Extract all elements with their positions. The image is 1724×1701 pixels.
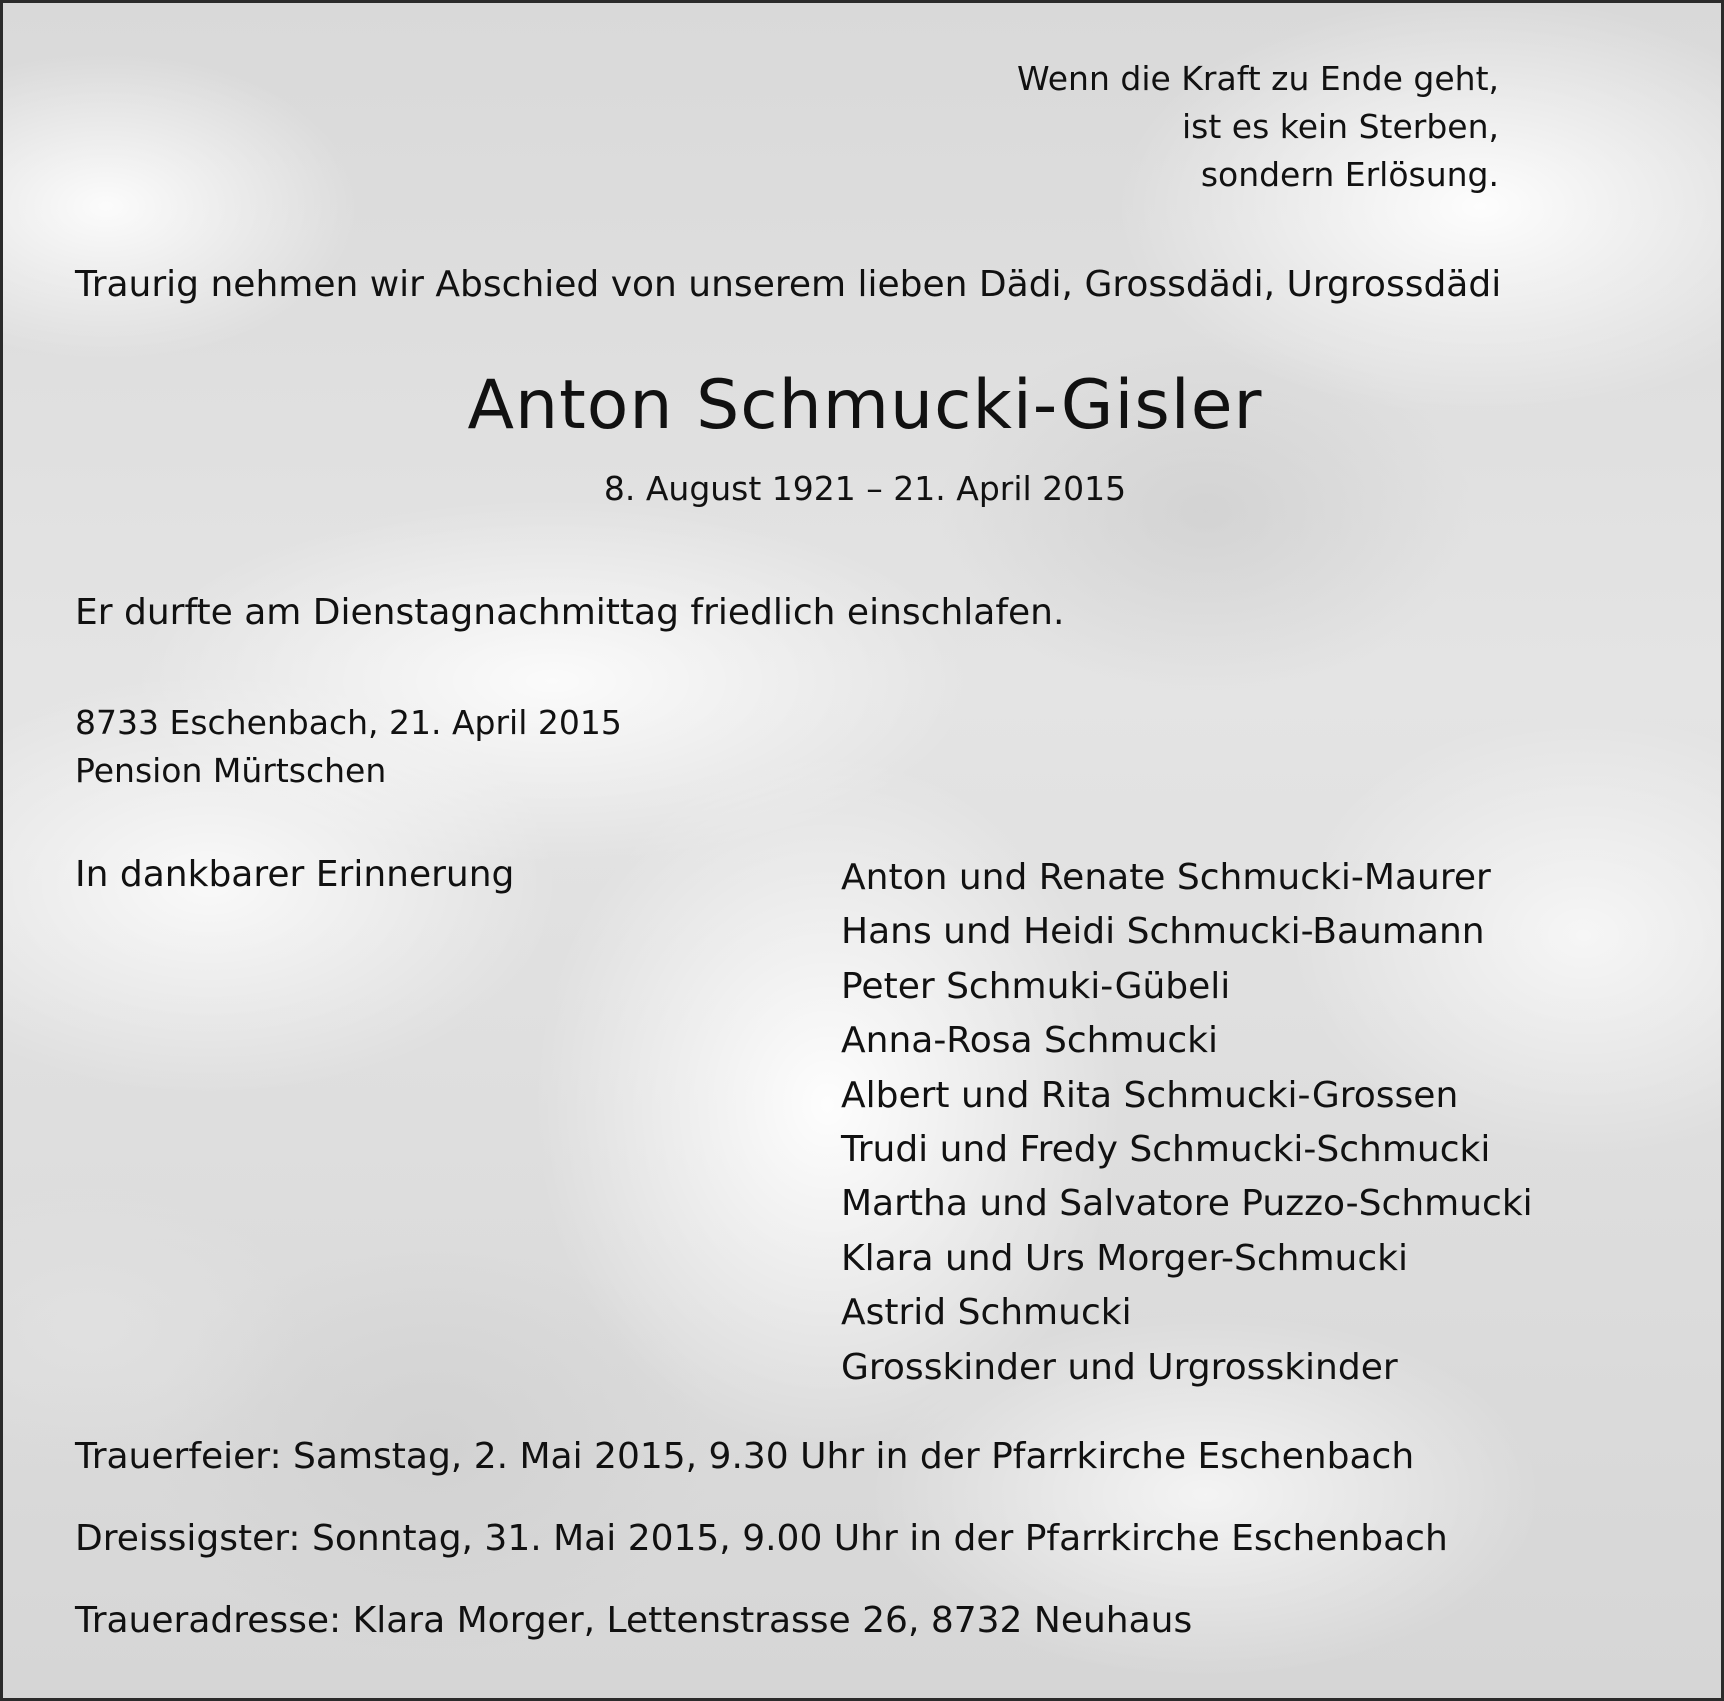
mourner-name: Anton und Renate Schmucki-Maurer bbox=[841, 857, 1491, 898]
mourner-name: Anna-Rosa Schmucki bbox=[841, 1020, 1218, 1062]
deceased-name: Anton Schmucki-Gisler bbox=[467, 366, 1263, 445]
place-date: 8733 Eschenbach, 21. April 2015 bbox=[75, 703, 622, 742]
mourner-name: Peter Schmuki-Gübeli bbox=[841, 965, 1231, 1007]
life-dates: 8. August 1921 – 21. April 2015 bbox=[603, 469, 1127, 508]
mourner-name: Klara und Urs Morger-Schmucki bbox=[841, 1237, 1408, 1279]
motto-line: Wenn die Kraft zu Ende geht, bbox=[1017, 59, 1499, 98]
mourner-name: Martha und Salvatore Puzzo-Schmucki bbox=[841, 1183, 1533, 1225]
mourner-name: Albert und Rita Schmucki-Grossen bbox=[841, 1074, 1459, 1116]
mourner-name: Astrid Schmucki bbox=[841, 1292, 1132, 1334]
thirtieth-service: Dreissigster: Sonntag, 31. Mai 2015, 9.00 Uhr in der Pfarrkirche Eschenbach bbox=[75, 1518, 1448, 1559]
mourner-name: Grosskinder und Urgrosskinder bbox=[841, 1346, 1398, 1388]
passing-text: Er durfte am Dienstagnachmittag friedlich einschlafen. bbox=[75, 592, 1065, 633]
residence: Pension Mürtschen bbox=[75, 751, 387, 790]
motto-line: ist es kein Sterben, bbox=[1182, 107, 1499, 146]
mourner-name: Trudi und Fredy Schmucki-Schmucki bbox=[841, 1129, 1491, 1171]
motto-line: sondern Erlösung. bbox=[1200, 155, 1499, 194]
mourner-list bbox=[841, 851, 1533, 1395]
mourner-name: Hans und Heidi Schmucki-Baumann bbox=[841, 911, 1485, 953]
intro-text: Traurig nehmen wir Abschied von unserem lieben Dädi, Grossdädi, Urgrossdädi bbox=[75, 264, 1502, 305]
memory-label: In dankbarer Erinnerung bbox=[75, 854, 515, 895]
mourning-address: Traueradresse: Klara Morger, Lettenstrasse 26, 8732 Neuhaus bbox=[75, 1600, 1193, 1641]
motto-quote bbox=[1017, 55, 1499, 199]
funeral-service: Trauerfeier: Samstag, 2. Mai 2015, 9.30 Uhr in der Pfarrkirche Eschenbach bbox=[75, 1436, 1415, 1477]
